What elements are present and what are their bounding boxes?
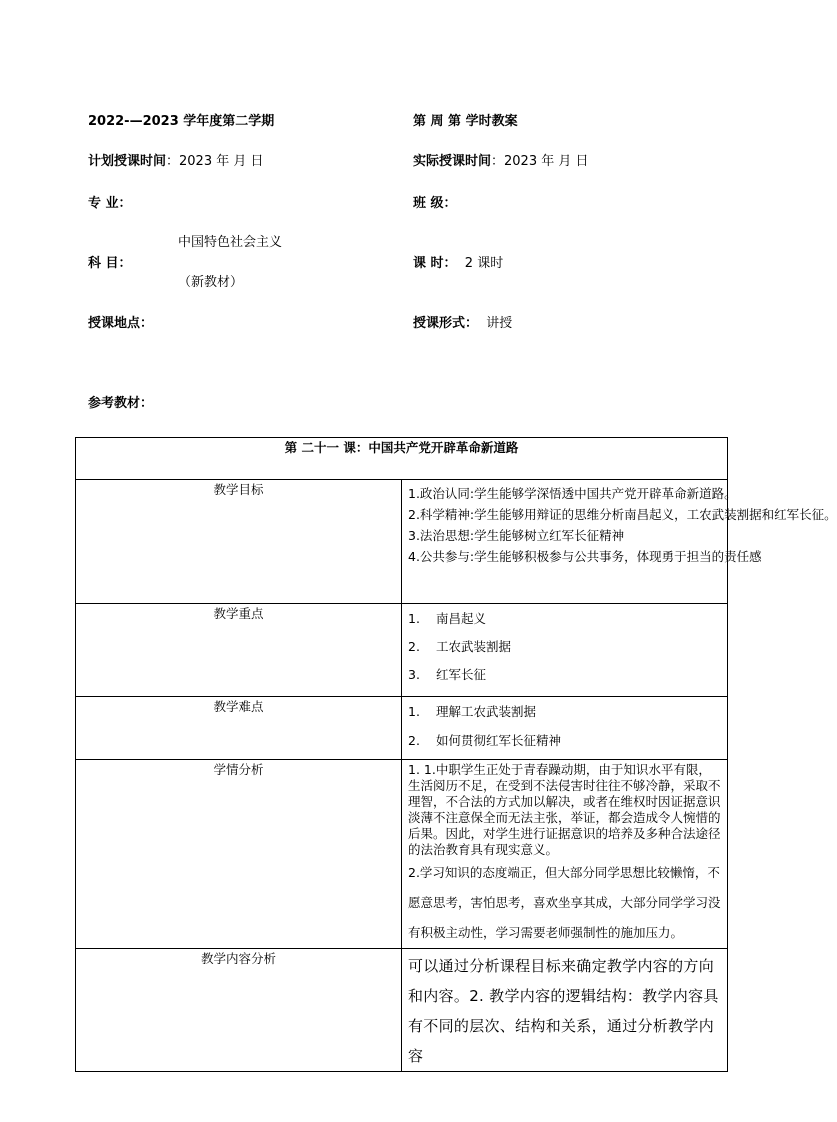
subject-value-line2: （新教材） bbox=[178, 275, 244, 290]
analysis-row bbox=[76, 760, 728, 949]
difficulties-content bbox=[402, 697, 728, 760]
plan-time-label: 计划授课时间 bbox=[88, 154, 167, 169]
analysis-content bbox=[402, 760, 728, 949]
semester-title: 2022-—2023 学年度第二学期 bbox=[88, 114, 275, 129]
content-analysis-text: 可以通过分析课程目标来确定教学内容的方向和内容。2. 教学内容的逻辑结构：教学内容具有不同的层次、结构和关系，通过分析教学内容 bbox=[408, 957, 719, 1065]
lesson-title: 第 二十一 课：中国共产党开辟革命新道路 bbox=[76, 438, 728, 480]
objective-item: 2.科学精神:学生能够用辩证的思维分析南昌起义，工农武装割据和红军长征。 bbox=[408, 507, 837, 522]
actual-time bbox=[413, 154, 589, 170]
key-points-row bbox=[76, 604, 728, 697]
difficulties-label: 教学难点 bbox=[76, 697, 402, 760]
key-points-content bbox=[402, 604, 728, 697]
analysis-paragraph: 2.学习知识的态度端正，但大部分同学思想比较懒惰，不愿意思考，害怕思考，喜欢坐享其成，大部分同学学习没有积极主动性，学习需要老师强制性的施加压力。 bbox=[408, 865, 721, 940]
teaching-form-value: 讲授 bbox=[486, 316, 513, 331]
teaching-form bbox=[413, 316, 512, 332]
title-row bbox=[76, 438, 728, 480]
key-points-label: 教学重点 bbox=[76, 604, 402, 697]
difficulties-row bbox=[76, 697, 728, 760]
hours-label: 课 时： bbox=[413, 256, 457, 271]
reference-label: 参考教材： bbox=[88, 396, 154, 411]
difficulty-item: 1. 理解工农武装割据 bbox=[408, 704, 537, 719]
content-row bbox=[76, 949, 728, 1072]
hours bbox=[413, 256, 503, 272]
content-analysis-label: 教学内容分析 bbox=[76, 949, 402, 1072]
hours-value: 2 课时 bbox=[464, 256, 504, 271]
class-label: 班 级： bbox=[413, 196, 457, 211]
week-period-label: 第 周 第 学时教案 bbox=[413, 114, 518, 129]
analysis-paragraph: 1. 1.中职学生正处于青春躁动期，由于知识水平有限，生活阅历不足，在受到不法侵害时往往不够冷静，采取不理智，不合法的方式加以解决，或者在维权时因证据意识淡薄不注意保全而无法主张，举证，都会造成令人惋惜的后果。因此，对学生进行证据意识的培养及多种合法途径的法治教育具有现实意义。 bbox=[408, 762, 721, 857]
objectives-label: 教学目标 bbox=[76, 480, 402, 604]
content-analysis-text-cell bbox=[402, 949, 728, 1072]
key-point-item: 2. 工农武装割据 bbox=[408, 639, 512, 654]
analysis-label: 学情分析 bbox=[76, 760, 402, 949]
key-point-item: 3. 红军长征 bbox=[408, 667, 487, 682]
objectives-content bbox=[402, 480, 837, 604]
subject-value-line1: 中国特色社会主义 bbox=[178, 235, 283, 250]
plan-time bbox=[88, 154, 264, 170]
objectives-row bbox=[76, 480, 728, 604]
actual-time-value: ：2023 年 月 日 bbox=[491, 154, 589, 169]
objective-item: 1.政治认同:学生能够学深悟透中国共产党开辟革命新道路。 bbox=[408, 486, 737, 501]
major-label: 专 业： bbox=[88, 196, 132, 211]
lesson-plan-table bbox=[75, 437, 837, 1072]
objective-item: 3.法治思想:学生能够树立红军长征精神 bbox=[408, 528, 625, 543]
subject-label: 科 目： bbox=[88, 256, 132, 271]
objective-item: 4.公共参与:学生能够积极参与公共事务，体现勇于担当的责任感 bbox=[408, 549, 762, 564]
location-label: 授课地点： bbox=[88, 316, 154, 331]
teaching-form-label: 授课形式： bbox=[413, 316, 479, 331]
key-point-item: 1. 南昌起义 bbox=[408, 611, 487, 626]
actual-time-label: 实际授课时间 bbox=[413, 154, 492, 169]
difficulty-item: 2. 如何贯彻红军长征精神 bbox=[408, 733, 562, 748]
plan-time-value: ：2023 年 月 日 bbox=[166, 154, 264, 169]
